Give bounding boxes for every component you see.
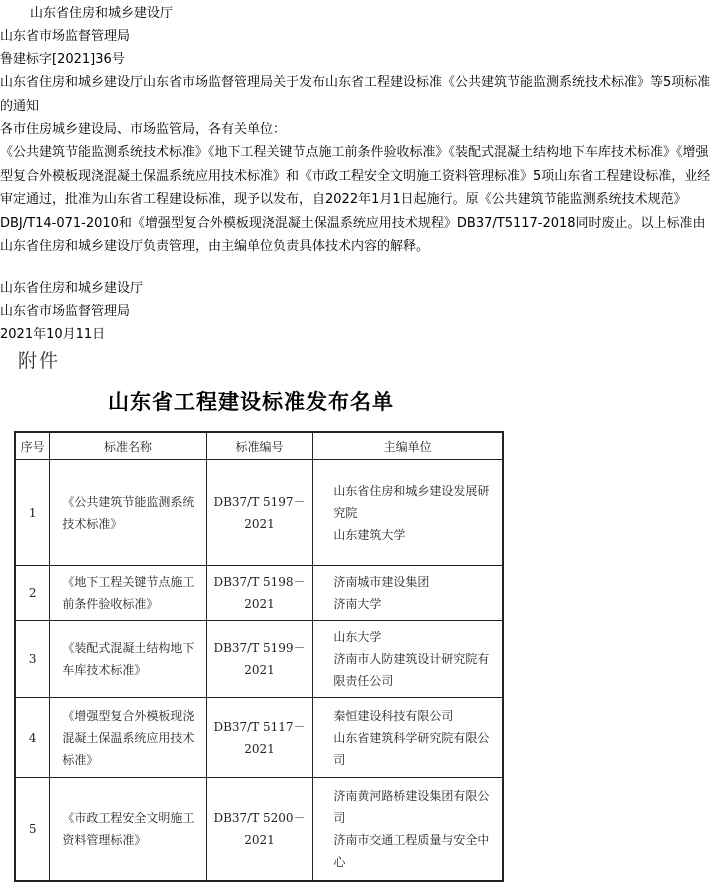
signature-org-2: 山东省市场监督管理局 (0, 304, 131, 319)
table-row (15, 698, 503, 778)
attachment-label: 附件 (18, 350, 61, 372)
editor-unit: 山东大学 (333, 630, 382, 644)
editor-unit: 山东省住房和城乡建设发展研究院 (333, 483, 490, 520)
editor-unit: 济南黄河路桥建设集团有限公司 (333, 788, 490, 825)
standards-table (14, 431, 504, 882)
addressee: 各市住房城乡建设局、市场监管局，各有关单位： (0, 122, 287, 137)
row-standard-code: DB37/T 5200－2021 (206, 778, 313, 881)
editor-unit: 济南大学 (333, 597, 382, 611)
editor-unit: 济南市交通工程质量与安全中心 (333, 832, 490, 869)
notice-body: 《公共建筑节能监测系统技术标准》《地下工程关键节点施工前条件验收标准》《装配式混凝土结构地下车库技术标准》《增强型复合外模板现浇混凝土保温系统应用技术标准》和《市政工程安全文明施工资料管理标准》5项山东省工程建设标准，业经审定通过，批准为山东省工程建设标准，现予以发布，自2022年1月1日起施行。原《公共建筑节能监测系统技术规范》DBJ/T14-071-2010和《增强型复合外模板现浇混凝土保温系统应用技术规程》DB37/T5117-2018同时废止。以上标准由山东省住房和城乡建设厅负责管理，由主编单位负责具体技术内容的解释。 (0, 145, 711, 254)
doc-number: 鲁建标字[2021]36号 (0, 52, 125, 67)
row-standard-name: 《增强型复合外模板现浇混凝土保温系统应用技术标准》 (50, 698, 206, 778)
table-row (15, 566, 503, 621)
row-editor-units (313, 778, 503, 881)
row-standard-code: DB37/T 5117－2021 (206, 698, 313, 778)
row-standard-code: DB37/T 5197－2021 (206, 460, 313, 566)
table-row (15, 621, 503, 698)
row-standard-name: 《市政工程安全文明施工资料管理标准》 (50, 778, 206, 881)
row-editor-units (313, 566, 503, 621)
row-standard-code: DB37/T 5198－2021 (206, 566, 313, 621)
signature-date: 2021年10月11日 (0, 327, 106, 342)
col-header-code: 标准编号 (206, 432, 313, 460)
editor-unit: 山东建筑大学 (333, 527, 406, 542)
row-no: 5 (15, 778, 50, 881)
row-editor-units (313, 698, 503, 778)
issuer-top: 山东省住房和城乡建设厅 (30, 6, 174, 21)
signature-org-1: 山东省住房和城乡建设厅 (0, 281, 144, 296)
row-no: 2 (15, 566, 50, 621)
editor-unit: 济南市人防建筑设计研究院有限责任公司 (333, 652, 490, 688)
row-standard-code: DB37/T 5199－2021 (206, 621, 313, 698)
editor-unit: 山东省建筑科学研究院有限公司 (333, 730, 490, 767)
row-standard-name: 《装配式混凝土结构地下车库技术标准》 (50, 621, 206, 698)
row-standard-name: 《地下工程关键节点施工前条件验收标准》 (50, 566, 206, 621)
table-row (15, 460, 503, 566)
col-header-no: 序号 (15, 432, 50, 460)
editor-unit: 济南城市建设集团 (333, 575, 430, 589)
row-editor-units (313, 460, 503, 566)
attachment-title: 山东省工程建设标准发布名单 (108, 389, 394, 414)
row-no: 4 (15, 698, 50, 778)
row-standard-name: 《公共建筑节能监测系统技术标准》 (50, 460, 206, 566)
row-editor-units (313, 621, 503, 698)
col-header-unit: 主编单位 (313, 432, 503, 460)
row-no: 1 (15, 460, 50, 566)
issuer-second: 山东省市场监督管理局 (0, 29, 131, 44)
col-header-name: 标准名称 (50, 432, 206, 460)
table-row (15, 778, 503, 881)
notice-subject: 山东省住房和城乡建设厅山东省市场监督管理局关于发布山东省工程建设标准《公共建筑节能监测系统技术标准》等5项标准的通知 (0, 75, 711, 114)
row-no: 3 (15, 621, 50, 698)
editor-unit: 秦恒建设科技有限公司 (333, 708, 454, 723)
table-header-row (15, 432, 503, 460)
